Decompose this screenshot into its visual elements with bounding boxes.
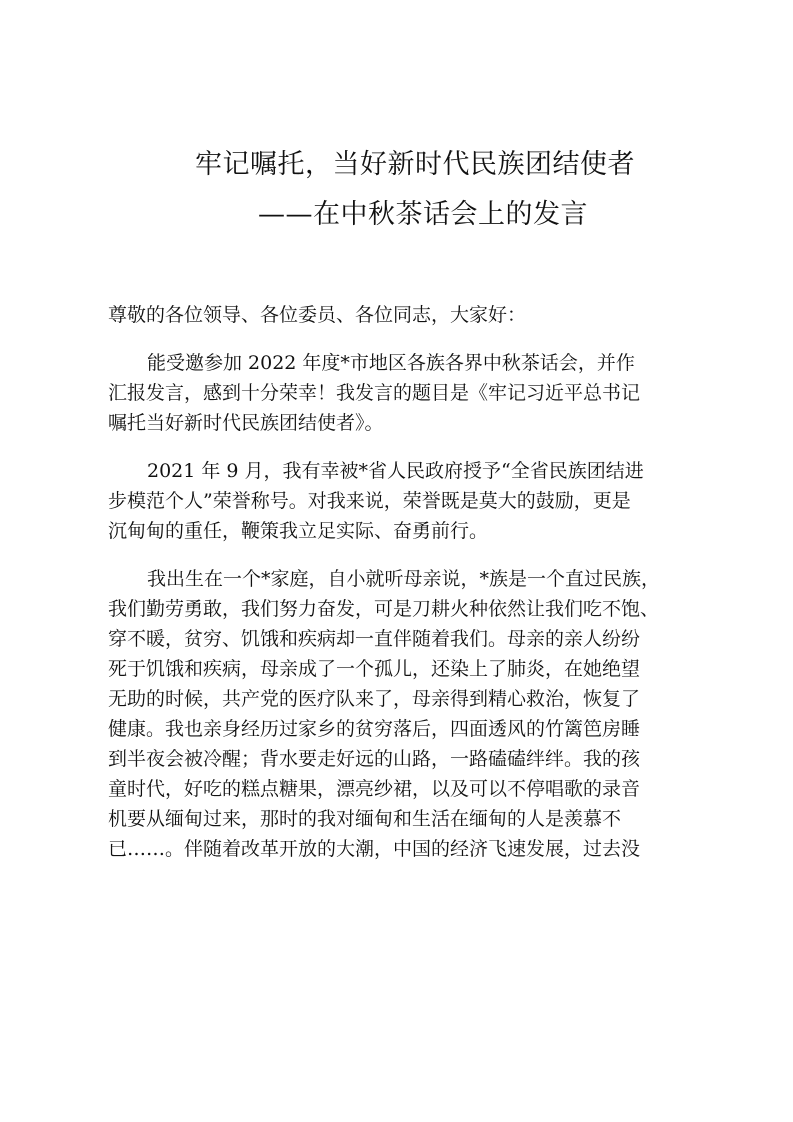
paragraph-2 — [108, 456, 713, 546]
paragraph-line: 无助的时候，共产党的医疗队来了，母亲得到精心救治，恢复了 — [108, 688, 641, 710]
paragraph-line: 已……。伴随着改革开放的大潮，中国的经济飞速发展，过去没 — [108, 838, 641, 860]
page-subtitle: ——在中秋茶话会上的发言 — [258, 199, 588, 230]
paragraph-line: 到半夜会被冷醒；背水要走好远的山路，一路磕磕绊绊。我的孩 — [108, 748, 641, 770]
paragraph-line: 2021 年 9 月，我有幸被*省人民政府授予“全省民族团结进 — [147, 460, 644, 482]
paragraph-line: 我出生在一个*家庭，自小就听母亲说，*族是一个直过民族， — [147, 568, 661, 590]
page-title: 牢记嘱托，当好新时代民族团结使者 — [195, 149, 635, 180]
paragraph-line: 死于饥饿和疾病，母亲成了一个孤儿，还染上了肺炎，在她绝望 — [108, 658, 641, 680]
paragraph-1 — [108, 348, 713, 438]
paragraph-line: 我们勤劳勇敢，我们努力奋发，可是刀耕火种依然让我们吃不饱、 — [108, 598, 660, 620]
paragraph-line: 穿不暖，贫穷、饥饿和疾病却一直伴随着我们。母亲的亲人纷纷 — [108, 628, 641, 650]
paragraph-line: 机要从缅甸过来，那时的我对缅甸和生活在缅甸的人是羡慕不 — [108, 808, 622, 830]
paragraph-line: 童时代，好吃的糕点糖果，漂亮纱裙，以及可以不停唱歌的录音 — [108, 778, 641, 800]
paragraph-line: 汇报发言，感到十分荣幸！我发言的题目是《牢记习近平总书记 — [108, 382, 641, 404]
greeting: 尊敬的各位领导、各位委员、各位同志，大家好： — [108, 304, 527, 326]
paragraph-3 — [108, 564, 713, 864]
speech-body — [108, 300, 713, 882]
paragraph-line: 健康。我也亲身经历过家乡的贫穷落后，四面透风的竹篱笆房睡 — [108, 718, 641, 740]
paragraph-line: 步模范个人”荣誉称号。对我来说，荣誉既是莫大的鼓励，更是 — [108, 490, 631, 512]
title-block — [0, 140, 793, 240]
paragraph-line: 嘱托当好新时代民族团结使者》。 — [108, 412, 384, 434]
paragraph-line: 能受邀参加 2022 年度*市地区各族各界中秋茶话会，并作 — [147, 352, 635, 374]
paragraph-line: 沉甸甸的重任，鞭策我立足实际、奋勇前行。 — [108, 520, 489, 542]
